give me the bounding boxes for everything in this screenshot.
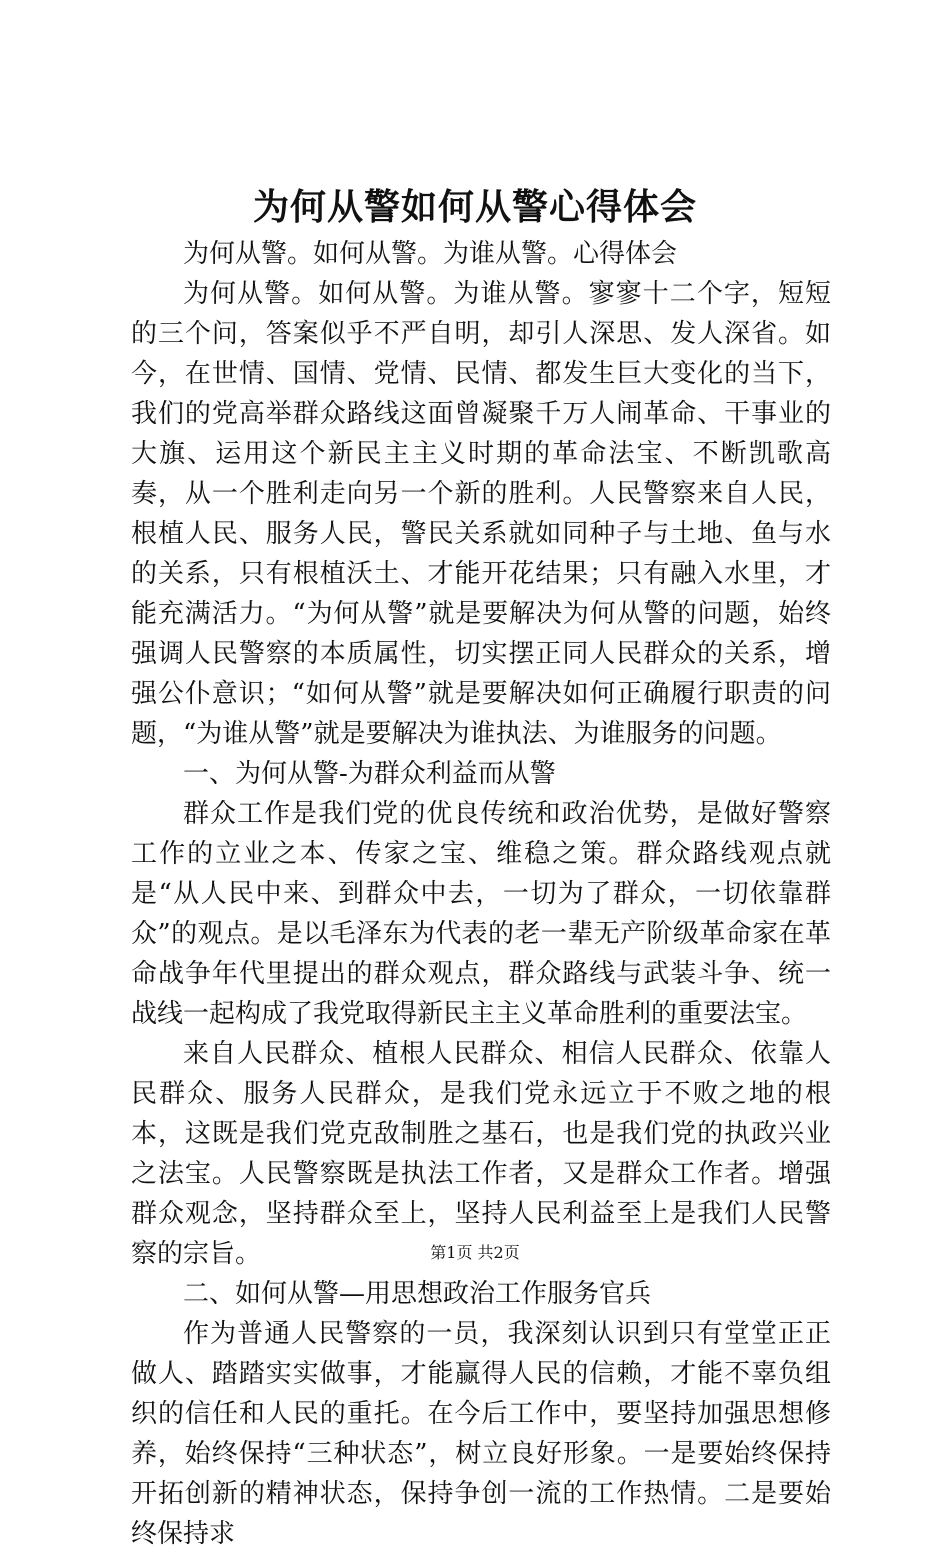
paragraph-section2-a: 作为普通人民警察的一员，我深刻认识到只有堂堂正正做人、踏踏实实做事，才能赢得人民的信赖，才能不辜负组织的信任和人民的重托。在今后工作中，要坚持加强思想修养，始终保持“三种状态”，树立良好形象。一是要始终保持开拓创新的精神状态，保持争创一流的工作热情。二是要始终保持求 [131,1319,831,1549]
paragraph-section1-b: 来自人民群众、植根人民群众、相信人民群众、依靠人民群众、服务人民群众，是我们党永远立于不败之地的根本，这既是我们党克敌制胜之基石，也是我们党的执政兴业之法宝。人民警察既是执法工作者，又是群众工作者。增强群众观念，坚持群众至上，坚持人民利益至上是我们人民警察的宗旨。 [131,1039,831,1269]
paragraph-subtitle: 为何从警。如何从警。为谁从警。心得体会 [183,239,678,269]
document-body [131,234,831,1554]
document-title: 为何从警如何从警心得体会 [252,186,697,228]
page-number-footer: 第1页 共2页 [430,1243,520,1262]
section-heading-1: 一、为何从警-为群众利益而从警 [183,759,556,789]
paragraph-section1-a: 群众工作是我们党的优良传统和政治优势，是做好警察工作的立业之本、传家之宝、维稳之策。群众路线观点就是“从人民中来、到群众中去，一切为了群众，一切依靠群众”的观点。是以毛泽东为代表的老一辈无产阶级革命家在革命战争年代里提出的群众观点，群众路线与武装斗争、统一战线一起构成了我党取得新民主主义革命胜利的重要法宝。 [131,799,831,1029]
section-heading-2: 二、如何从警—用思想政治工作服务官兵 [183,1279,652,1309]
paragraph-intro: 为何从警。如何从警。为谁从警。寥寥十二个字，短短的三个问，答案似乎不严自明，却引人深思、发人深省。如今，在世情、国情、党情、民情、都发生巨大变化的当下，我们的党高举群众路线这面曾凝聚千万人闹革命、干事业的大旗、运用这个新民主主义时期的革命法宝、不断凯歌高奏，从一个胜利走向另一个新的胜利。人民警察来自人民，根植人民、服务人民，警民关系就如同种子与土地、鱼与水的关系，只有根植沃土、才能开花结果；只有融入水里，才能充满活力。“为何从警”就是要解决为何从警的问题，始终强调人民警察的本质属性，切实摆正同人民群众的关系，增强公仆意识；“如何从警”就是要解决如何正确履行职责的问题，“为谁从警”就是要解决为谁执法、为谁服务的问题。 [131,279,831,749]
